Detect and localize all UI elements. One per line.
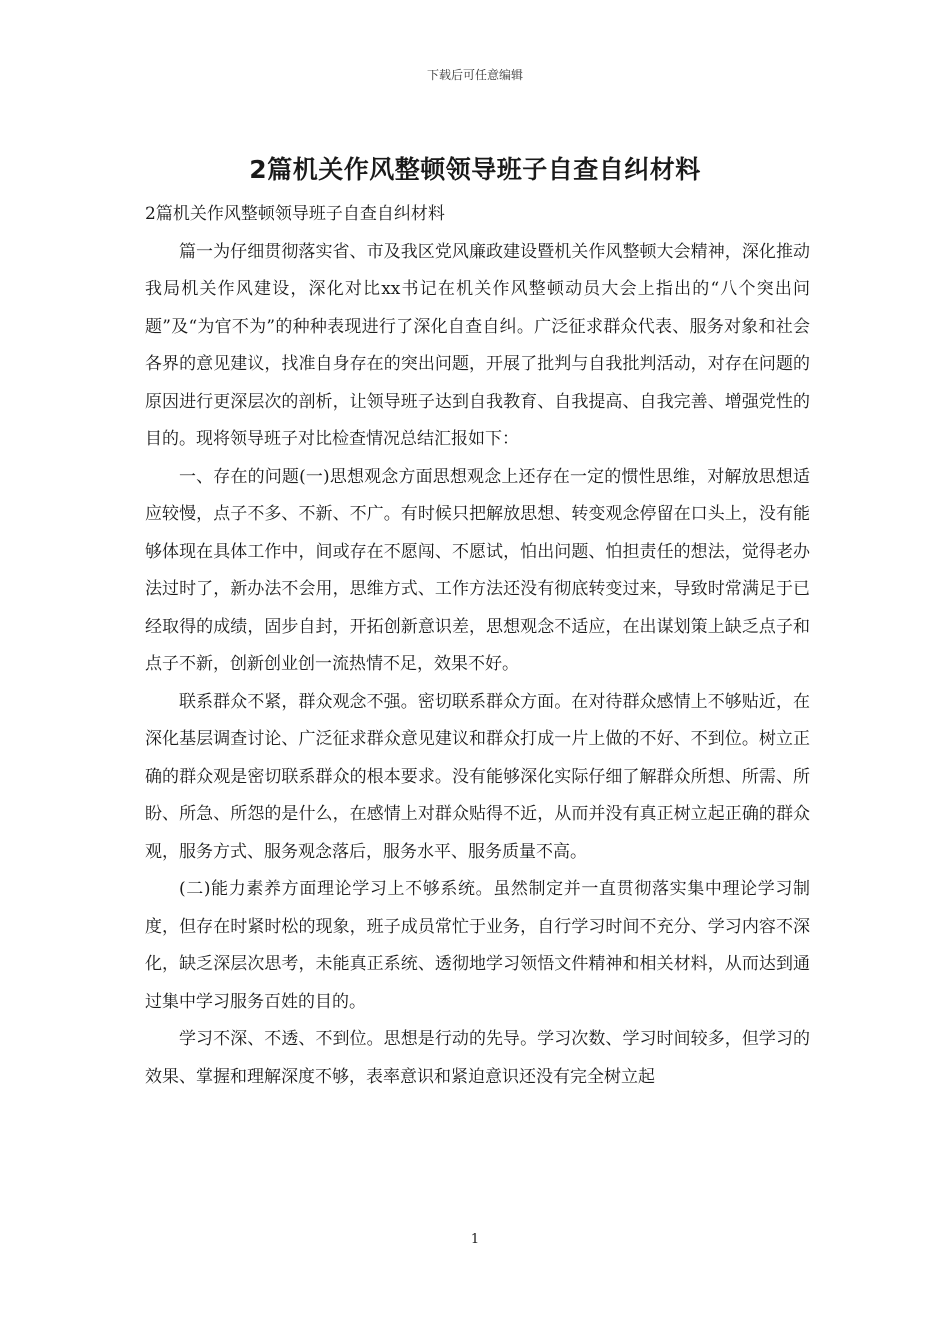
- document-title: 2篇机关作风整顿领导班子自查自纠材料: [249, 155, 701, 184]
- body-paragraph: (二)能力素养方面理论学习上不够系统。虽然制定并一直贯彻落实集中理论学习制度，但存在时紧时松的现象，班子成员常忙于业务，自行学习时间不充分、学习内容不深化，缺乏深层次思考，未能真正系统、透彻地学习领悟文件精神和相关材料，从而达到通过集中学习服务百姓的目的。: [145, 879, 810, 1012]
- document-body: [145, 196, 810, 1096]
- body-paragraph: 学习不深、不透、不到位。思想是行动的先导。学习次数、学习时间较多，但学习的效果、掌握和理解深度不够，表率意识和紧迫意识还没有完全树立起: [145, 1029, 810, 1087]
- page-header-note: 下载后可任意编辑: [426, 68, 523, 82]
- body-paragraph: 篇一为仔细贯彻落实省、市及我区党风廉政建设暨机关作风整顿大会精神，深化推动我局机关作风建设，深化对比xx书记在机关作风整顿动员大会上指出的“八个突出问题”及“为官不为”的种种表现进行了深化自查自纠。广泛征求群众代表、服务对象和社会各界的意见建议，找准自身存在的突出问题，开展了批判与自我批判活动，对存在问题的原因进行更深层次的剖析，让领导班子达到自我教育、自我提高、自我完善、增强党性的目的。现将领导班子对比检查情况总结汇报如下：: [145, 241, 810, 449]
- body-paragraph: 联系群众不紧，群众观念不强。密切联系群众方面。在对待群众感情上不够贴近，在深化基层调查讨论、广泛征求群众意见建议和群众打成一片上做的不好、不到位。树立正确的群众观是密切联系群众的根本要求。没有能够深化实际仔细了解群众所想、所需、所盼、所急、所怨的是什么，在感情上对群众贴得不近，从而并没有真正树立起正确的群众观，服务方式、服务观念落后，服务水平、服务质量不高。: [145, 691, 810, 862]
- document-subtitle: 2篇机关作风整顿领导班子自查自纠材料: [145, 204, 445, 224]
- page-number: 1: [470, 1232, 480, 1247]
- body-paragraph: 一、存在的问题(一)思想观念方面思想观念上还存在一定的惯性思维，对解放思想适应较慢，点子不多、不新、不广。有时候只把解放思想、转变观念停留在口头上，没有能够体现在具体工作中，间或存在不愿闯、不愿试，怕出问题、怕担责任的想法，觉得老办法过时了，新办法不会用，思维方式、工作方法还没有彻底转变过来，导致时常满足于已经取得的成绩，固步自封，开拓创新意识差，思想观念不适应，在出谋划策上缺乏点子和点子不新，创新创业创一流热情不足，效果不好。: [145, 466, 810, 674]
